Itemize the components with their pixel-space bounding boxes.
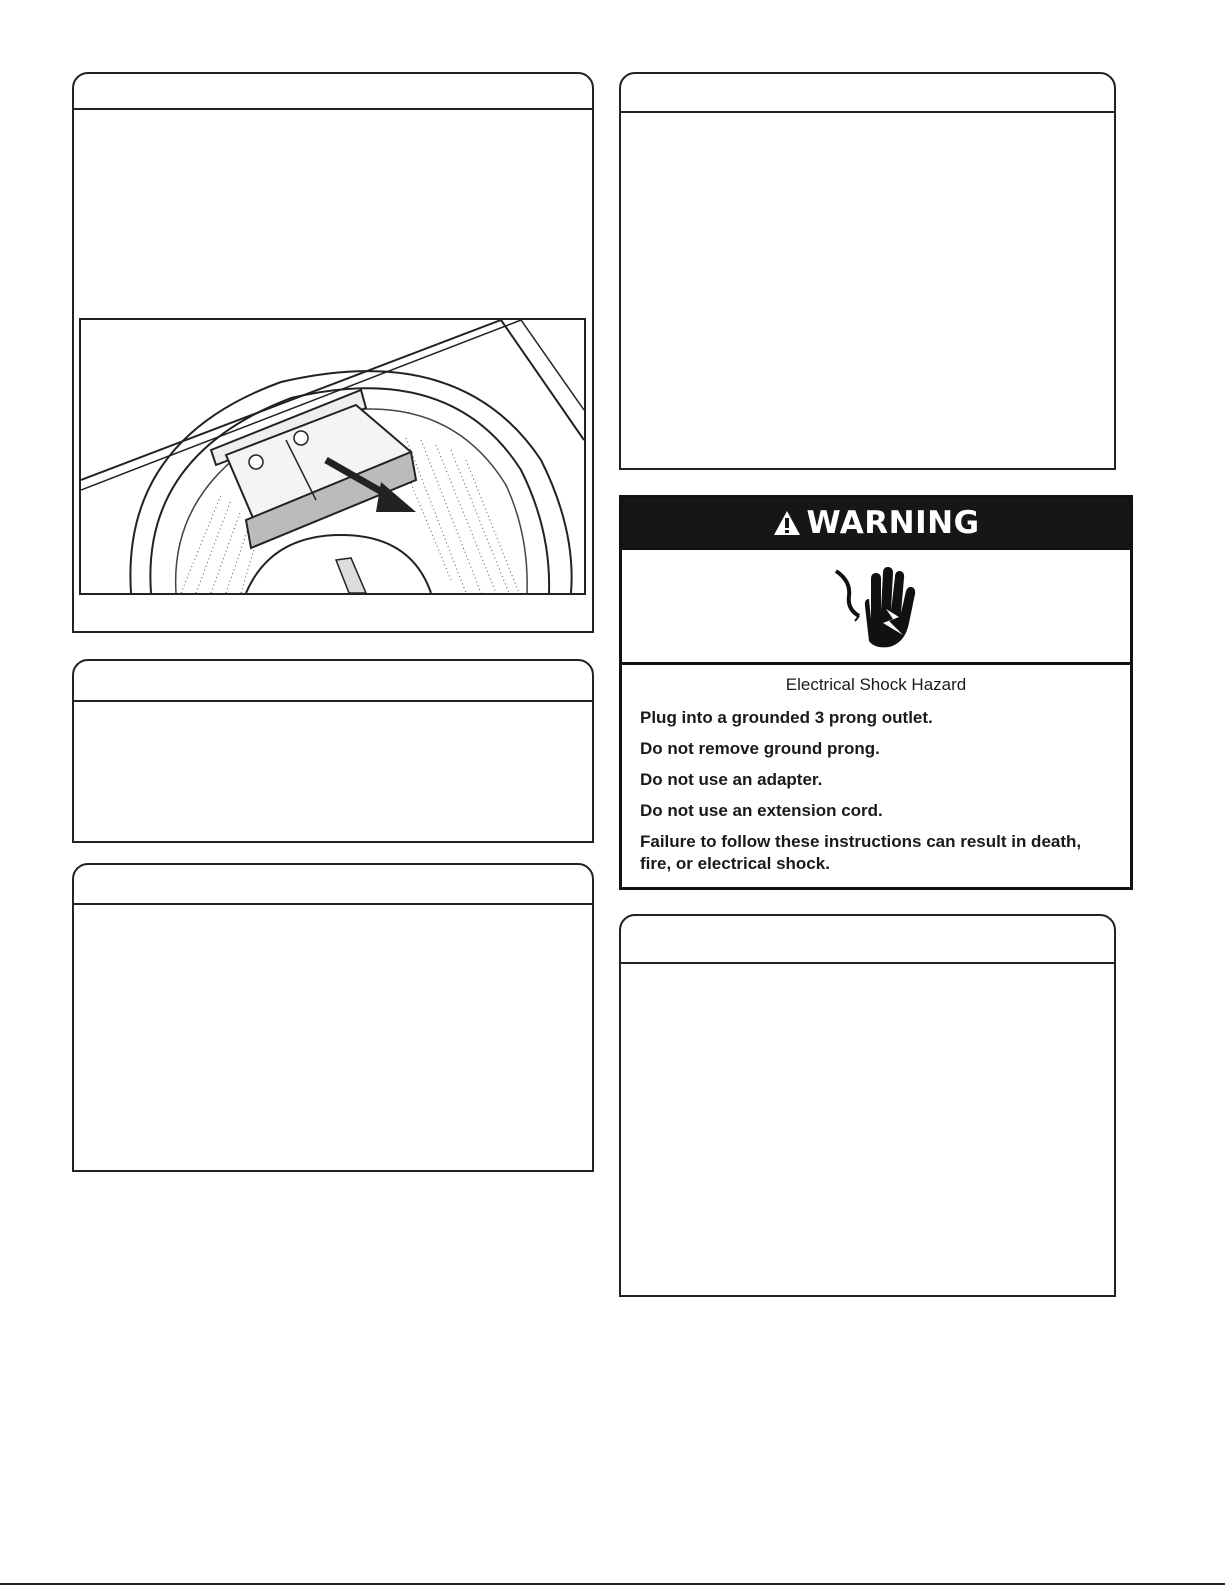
- warning-header: [622, 498, 1130, 548]
- panel-header: [74, 74, 592, 110]
- instruction-panel-3: [72, 863, 594, 1172]
- warning-line-4: Do not use an extension cord.: [640, 801, 883, 820]
- panel-header: [74, 661, 592, 702]
- warning-triangle-icon: [772, 509, 802, 537]
- instruction-panel-2: [72, 659, 594, 843]
- instruction-panel-4: [619, 72, 1116, 470]
- electrical-shock-warning: [619, 495, 1133, 890]
- instruction-panel-1: [72, 72, 594, 633]
- electrical-shock-hand-icon: [831, 561, 921, 651]
- warning-line-3: Do not use an adapter.: [640, 770, 823, 789]
- panel-header: [621, 916, 1114, 964]
- instruction-panel-5: [619, 914, 1116, 1297]
- warning-line-1: Plug into a grounded 3 prong outlet.: [640, 708, 933, 727]
- warning-line-5: Failure to follow these instructions can result in death, fire, or electrical shock.: [640, 832, 1082, 873]
- warning-icon-row: [622, 548, 1130, 665]
- washer-dispenser-icon: [81, 320, 584, 593]
- panel-header: [74, 865, 592, 905]
- panel-header: [621, 74, 1114, 113]
- hazard-title: Electrical Shock Hazard: [785, 675, 967, 694]
- warning-title: WARNING: [806, 505, 980, 541]
- dispenser-drawer-illustration: [79, 318, 586, 595]
- warning-line-2: Do not remove ground prong.: [640, 739, 880, 758]
